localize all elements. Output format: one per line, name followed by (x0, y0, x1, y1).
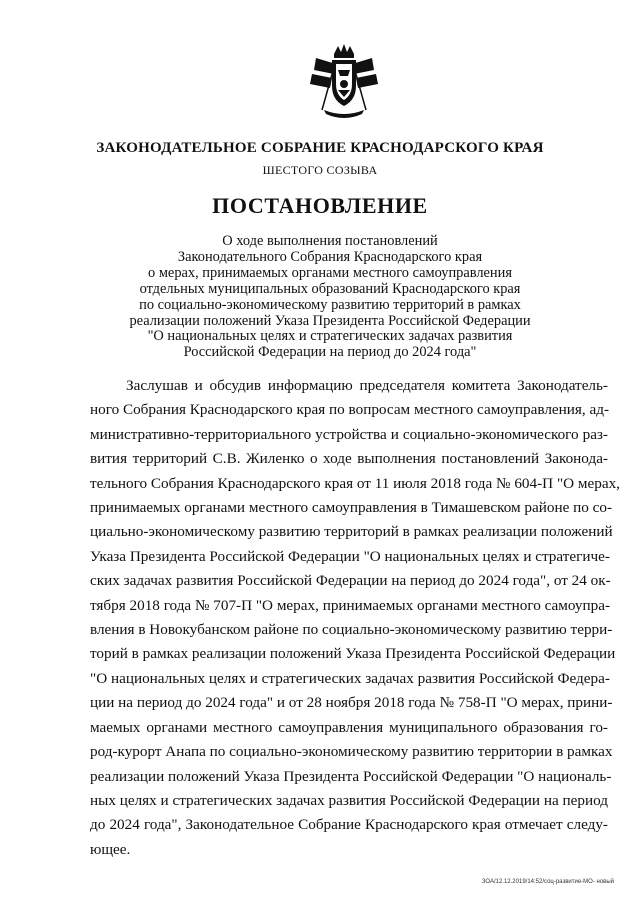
body-line: Заслушав и обсудив информацию председателя комитета Законодатель- (126, 377, 608, 394)
body-line: торий в рамках реализации положений Указа Президента Российской Федерации (90, 645, 616, 663)
body-line: Указа Президента Российской Федерации "О национальных целях и стратегиче- (90, 547, 610, 565)
document-type-heading: ПОСТАНОВЛЕНИЕ (212, 193, 428, 218)
body-line: ных целях и стратегических задачах развития Российской Федерации на период (90, 791, 608, 809)
title-line: о мерах, принимаемых органами местного самоуправления (148, 264, 512, 281)
body-line: ющее. (90, 840, 131, 858)
title-line: Законодательного Собрания Краснодарского края (177, 248, 483, 265)
legislature-name: ЗАКОНОДАТЕЛЬНОЕ СОБРАНИЕ КРАСНОДАРСКОГО КРАЯ (96, 140, 544, 156)
title-line: по социально-экономическому развитию территорий в рамках (139, 296, 521, 313)
body-line: циально-экономическому развитию территорий в рамках реализации положений (90, 523, 613, 541)
body-line: род-курорт Анапа по социально-экономическому развитию территории в рамках (90, 743, 613, 761)
body-line: до 2024 года", Законодательное Собрание Краснодарского края отмечает следу- (90, 816, 608, 834)
title-line: отдельных муниципальных образований Краснодарского края (139, 280, 521, 297)
body-line: реализации положений Указа Президента Российской Федерации "О националь- (90, 767, 612, 785)
body-line: тельного Собрания Краснодарского края от 11 июля 2018 года № 604-П "О мерах, (90, 474, 620, 492)
body-line: ции на период до 2024 года" и от 28 ноября 2018 года № 758-П "О мерах, прини- (90, 694, 613, 712)
body-line: "О национальных целях и стратегических задачах развития Российской Федера- (90, 669, 610, 687)
body-line: вития территорий С.В. Жиленко о ходе выполнения постановлений Законода- (90, 450, 608, 468)
title-line: О ходе выполнения постановлений (222, 233, 438, 249)
body-line: маемых органами местного самоуправления муниципального образования го- (90, 718, 608, 736)
body-line: ских задачах развития Российской Федерации на период до 2024 года", от 24 ок- (90, 572, 611, 590)
body-line: вления в Новокубанском районе по социально-экономическому развитию терри- (90, 621, 613, 639)
title-line: реализации положений Указа Президента Российской Федерации (129, 312, 531, 329)
coat-of-arms-icon (308, 40, 380, 120)
body-line: тября 2018 года № 707-П "О мерах, принимаемых органами местного самоупра- (90, 596, 611, 614)
document-stamp: ЗОА/12.12.2019/14:52/соц-развитие-МО- новый (481, 879, 614, 885)
body-line: ного Собрания Краснодарского края по вопросам местного самоуправления, ад- (90, 401, 610, 419)
resolution-title (60, 234, 600, 361)
title-line: "О национальных целях и стратегических задачах развития (147, 328, 513, 345)
body-line: министративно-территориального устройства и социально-экономического раз- (90, 425, 608, 443)
title-line: Российской Федерации на период до 2024 года" (183, 344, 477, 361)
resolution-body (90, 374, 620, 862)
body-line: принимаемых органами местного самоуправления в Тимашевском районе по со- (90, 499, 613, 517)
convocation-label: ШЕСТОГО СОЗЫВА (262, 163, 378, 177)
